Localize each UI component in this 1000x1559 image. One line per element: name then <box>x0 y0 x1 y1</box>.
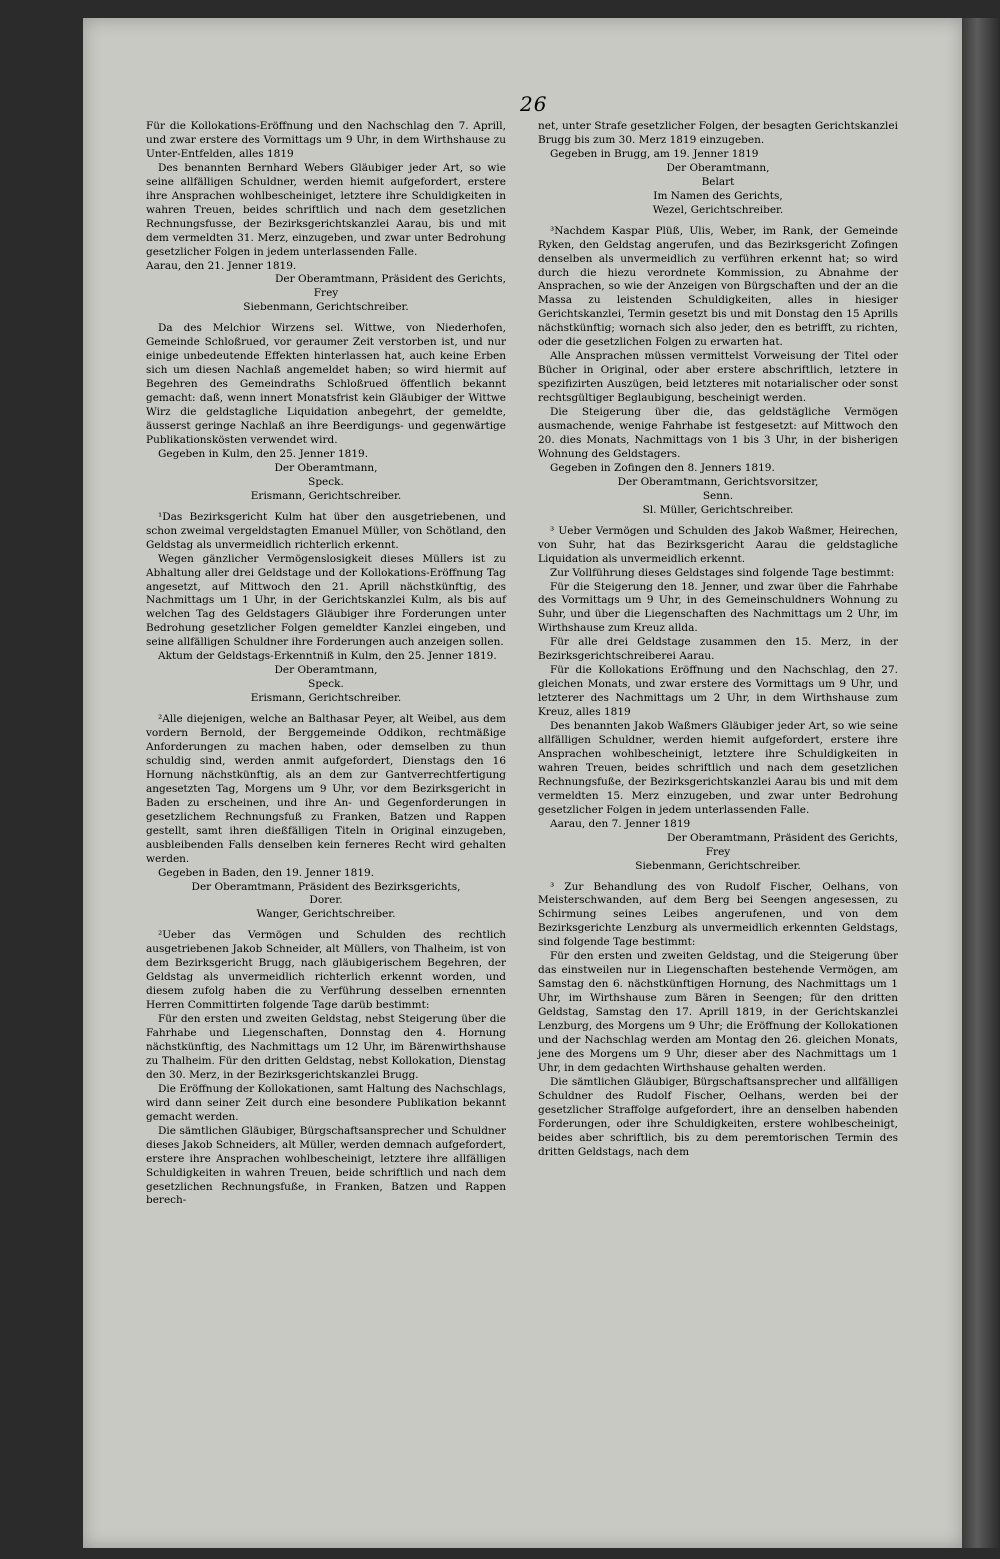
notice-weber-clerk: Siebenmann, Gerichtschreiber. <box>243 301 409 314</box>
notice-mueller-clerk: Erismann, Gerichtschreiber. <box>250 692 402 705</box>
notice-wassmer-text-2: Zur Vollführung dieses Geldstages sind folgende Tage bestimmt: <box>550 566 895 579</box>
notice-mueller-signatory: Der Oberamtmann, <box>274 664 378 677</box>
notice-mueller-text: ¹Das Bezirksgericht Kulm hat über den ausgetriebenen, und schon zweimal vergeldstagten Emanuel Müller, von Schötland, den Geldstag als unvermeidlich richterlich erkennt. <box>146 510 506 551</box>
right-column <box>538 120 898 1160</box>
notice-mueller-text-2: Wegen gänzlicher Vermögenslosigkeit dieses Müllers ist zu Abhaltung aller drei Geldstage und der Kollokations-Eröffnung Tag angesetzt, auf Mittwoch den 21. Aprill nächstkünftig, des Nachmittags um 1 Uhr, in der Gerichtskanzlei Kulm, als bis auf welchen Tag des Geldstagers Gläubiger ihre Forderungen unter Bedrohung gesetzlicher Folgen gemeldter Kanzlei eingeben, und seine allfälligen Schuldner ihre Forderungen auch anzeigen sollen. <box>146 552 506 649</box>
notice-wassmer-name: Frey <box>705 845 731 858</box>
notice-wirz-date: Gegeben in Kulm, den 25. Jenner 1819. <box>158 447 369 460</box>
notice-mueller-date: Aktum der Geldstags-Erkenntniß in Kulm, den 25. Jenner 1819. <box>158 650 497 663</box>
notice-wassmer-clerk: Siebenmann, Gerichtschreiber. <box>635 859 801 872</box>
notice-wirz-text: Da des Melchior Wirzens sel. Wittwe, von Niederhofen, Gemeinde Schloßrued, vor geraumer Zeit verstorben ist, und nur einige unbedeutende Effekten hinterlassen hat, auch keine Erben sich um diesen Nachlaß angemeldet haben; so wird hiermit auf Begehren des Gemeindraths Schloßrued öffentlich bekannt gemacht: daß, wenn innert Monatsfrist kein Gläubiger der Wittwe Wirz die geldstagliche Liquidation anbegehrt, der gemeldte, äusserst geringe Nachlaß an ihre Beerdigungs- und gegenwärtige Publikationskösten verwendet wird. <box>146 322 506 446</box>
notice-weber-signatory: Der Oberamtmann, Präsident des Gerichts, <box>275 273 506 286</box>
notice-wassmer-date: Aarau, den 7. Jenner 1819 <box>550 817 691 830</box>
notice-wirz-name: Speck. <box>308 475 344 488</box>
notice-peyer-name: Dorer. <box>309 894 343 907</box>
notice-peyer-clerk: Wanger, Gerichtschreiber. <box>256 908 396 921</box>
notice-peyer-signatory: Der Oberamtmann, Präsident des Bezirksgerichts, <box>191 880 461 893</box>
notice-pluess-clerk: Sl. Müller, Gerichtschreiber. <box>642 503 794 516</box>
notice-weber-text-2: Des benannten Bernhard Webers Gläubiger jeder Art, so wie seine allfälligen Schuldner, werden hiemit aufgefordert, erstere ihre Ansprachen wohlbescheiniget, letztere ihre Schuldigkeiten in wahren Treuen, beides schriftlich und nach dem gesetzlichen Rechnungsfusse, der Bezirksgerichtskanzlei Aarau, bis und mit dem vermeldten 31. Merz, einzugeben, und zwar unter Bedrohung gesetzlicher Folgen in jedem unterlassenden Falle. <box>146 161 506 258</box>
page-edge-shadow <box>962 18 1000 1548</box>
notice-pluess-date: Gegeben in Zofingen den 8. Jenners 1819. <box>550 461 775 474</box>
notice-schneider-text-4: Die sämtlichen Gläubiger, Bürgschaftsansprecher und Schuldner dieses Jakob Schneiders, alt Müller, werden demnach aufgefordert, erstere ihre Ansprachen wohlbescheinigt, letztere ihre allfälligen Schuldigkeiten in wahren Treuen, beide schriftlich und nach dem gesetzlichen Rechnungsfuße, in Franken, Batzen und Rappen berech- <box>146 1124 506 1207</box>
notice-wassmer-text-4: Für alle drei Geldstage zusammen den 15. Merz, in der Bezirksgerichtschreiberei Aarau. <box>538 636 898 663</box>
notice-schneider-clerk: Wezel, Gerichtschreiber. <box>652 203 784 216</box>
notice-schneider-text-3: Die Eröffnung der Kollokationen, samt Haltung des Nachschlags, wird dann seiner Zeit durch eine besondere Publikation bekannt gemacht werden. <box>146 1082 506 1123</box>
notice-fischer-text-3: Die sämtlichen Gläubiger, Bürgschaftsansprecher und allfälligen Schuldner des Rudolf Fischer, Oelhans, werden bei der gesetzlicher Straffolge aufgefordert, ihre an denselben habenden Forderungen, oder ihre Schuldigkeiten, erstere wohlbescheinigt, beides aber schriftlich, bis zu dem peremtorischen Termin des dritten Geldstags, nach dem <box>538 1075 898 1158</box>
page-number: 26 <box>520 92 548 116</box>
notice-pluess-text: ³Nachdem Kaspar Plüß, Ulis, Weber, im Rank, der Gemeinde Ryken, den Geldstag angerufen, und das Bezirksgericht Zofingen denselben als unvermeidlich zu verführen erkennt hat; so wird durch die hiezu verordnete Kommission, zu Abnahme der Ansprachen, so wie der Anzeigen von Bürgschaften und der an die Massa zu leistenden Schuldigkeiten, alles in hiesiger Gerichtskanzlei, Termin gesetzt bis und mit Donstag den 15 Aprills nächstkünftig; wornach sich also jeder, den es betrifft, zu richten, oder die gesetzlichen Folgen zu erwarten hat. <box>538 224 898 349</box>
notice-schneider-continued: net, unter Strafe gesetzlicher Folgen, der besagten Gerichtskanzlei Brugg bis zum 30. Merz 1819 einzugeben. <box>538 120 898 146</box>
notice-weber-text: Für die Kollokations-Eröffnung und den Nachschlag den 7. Aprill, und zwar erstere des Vormittags um 9 Uhr, in dem Wirthshause zu Unter-Entfelden, alles 1819 <box>146 120 506 160</box>
notice-wassmer-text-5: Für die Kollokations Eröffnung und den Nachschlag, den 27. gleichen Monats, und zwar erstere des Vormittags um 9 Uhr, und letzterer des Nachmittags um 2 Uhr, in dem Wirthshause zum Kreuz, alles 1819 <box>538 664 898 719</box>
notice-mueller-name: Speck. <box>308 678 344 691</box>
notice-weber-date: Aarau, den 21. Jenner 1819. <box>146 259 297 272</box>
notice-schneider-text-2: Für den ersten und zweiten Geldstag, nebst Steigerung über die Fahrhabe und Liegenschaften, Donnstag den 4. Hornung nächstkünftig, des Nachmittags um 12 Uhr, im Bärenwirthshause zu Thalheim. Für den dritten Geldstag, nebst Kollokation, Dienstag den 30. Merz, in der Bezirksgerichtskanzlei Brugg. <box>146 1013 506 1081</box>
notice-wassmer-signatory: Der Oberamtmann, Präsident des Gerichts, <box>667 831 898 844</box>
notice-peyer-date: Gegeben in Baden, den 19. Jenner 1819. <box>158 866 375 879</box>
notice-peyer-text: ²Alle diejenigen, welche an Balthasar Peyer, alt Weibel, aus dem vordern Bernold, der Berggemeinde Oddikon, rechtmäßige Anforderungen zu machen haben, oder demselben zu thun schuldig sind, werden anmit aufgefordert, Dienstags den 16 Hornung nächstkünftig, als an dem zur Gantverrechtfertigung angesetzten Tag, Morgens um 9 Uhr, vor dem Bezirksgericht in Baden zu erscheinen, und ihre An- und Gegenforderungen in gesetzlichem Rechnungsfuß zu Franken, Batzen und Rappen gestellt, samt ihren dießfälligen Titeln in Original einzugeben, ausbleibenden Falls denselben kein ferneres Recht wird gehalten werden. <box>146 713 506 865</box>
notice-pluess-text-2: Alle Ansprachen müssen vermittelst Vorweisung der Titel oder Bücher in Original, oder aber erstere abschriftlich, letztere in spezifizirten Auszügen, beid letzteres mit notarialischer oder sonst rechtsgültiger Beglaubigung, bescheinigt werden. <box>538 350 898 405</box>
notice-wassmer-text: ³ Ueber Vermögen und Schulden des Jakob Waßmer, Heirechen, von Suhr, hat das Bezirksgericht Aarau die geldstagliche Liquidation als unvermeidlich erkennt. <box>538 524 898 565</box>
notice-schneider-date: Gegeben in Brugg, am 19. Jenner 1819 <box>550 147 759 160</box>
notice-schneider-name: Belart <box>701 175 735 188</box>
notice-wirz-clerk: Erismann, Gerichtschreiber. <box>250 489 402 502</box>
notice-wassmer-text-3: Für die Steigerung den 18. Jenner, und zwar über die Fahrhabe des Vormittags um 9 Uhr, in des Gemeinschuldners Wohnung zu Suhr, und über die Liegenschaften des Nachmittags um 2 Uhr, im Wirthshause zum Kreuz allda. <box>538 580 898 635</box>
notice-fischer-text-2: Für den ersten und zweiten Geldstag, und die Steigerung über das einstweilen nur in Liegenschaften bestehende Vermögen, am Samstag den 6. nächstkünftigen Hornung, des Nachmittags um 1 Uhr, im Wirthshause zum Bären in Seengen; für den dritten Geldstag, Samstag den 17. Aprill 1819, in der Gerichtskanzlei Lenzburg, des Morgens um 9 Uhr; die Eröffnung der Kollokationen und der Nachschlag werden am Montag den 26. gleichen Monats, jene des Morgens um 9 Uhr, dieser aber des Nachmittags um 1 Uhr, in dem gedachten Wirthshause gehalten werden. <box>538 950 898 1074</box>
notice-pluess-signatory: Der Oberamtmann, Gerichtsvorsitzer, <box>617 475 819 488</box>
notice-fischer-text: ³ Zur Behandlung des von Rudolf Fischer, Oelhans, von Meisterschwanden, auf dem Berg bei Seengen angesessen, zu Schirmung seines Leibes angerufenen, und von dem Bezirksgerichte Lenzburg als unvermeidlich erkennten Geldstags, sind folgende Tage bestimmt: <box>538 880 898 949</box>
notice-weber-name: Frey <box>313 287 339 300</box>
notice-schneider-court: Im Namen des Gerichts, <box>653 189 783 202</box>
notice-wirz-signatory: Der Oberamtmann, <box>274 461 378 474</box>
notice-wassmer-text-6: Des benannten Jakob Waßmers Gläubiger jeder Art, so wie seine allfälligen Schuldner, werden hiemit aufgefordert, erstere ihre Ansprachen wohlbescheinigt, letztere ihre Schuldigkeiten in wahren Treuen, beides schriftlich und nach dem gesetzlichen Rechnungsfuße, der Bezirksgerichtskanzlei Aarau bis und mit dem vermeldten 15. Merz einzugeben, und zwar unter Bedrohung gesetzlicher Folgen in jedem unterlassenden Falle. <box>538 720 898 816</box>
notice-pluess-name: Senn. <box>702 489 734 502</box>
notice-pluess-text-3: Die Steigerung über die, das geldstägliche Vermögen ausmachende, wenige Fahrhabe ist festgesetzt: auf Mittwoch den 20. dies Monats, Nachmittags von 1 bis 3 Uhr, in der bisherigen Wohnung des Geldstagers. <box>538 406 898 460</box>
notice-schneider-text: ²Ueber das Vermögen und Schulden des rechtlich ausgetriebenen Jakob Schneider, alt Müllers, von Thalheim, ist von dem Bezirksgericht Brugg, nach gläubigerischem Begehren, der Geldstag als unvermeidlich richterlich erkennt worden, und diesem zufolg haben die zu Verführung desselben ernennten Herren Committirten folgende Tage darüb bestimmt: <box>146 929 506 1012</box>
notice-schneider-signatory: Der Oberamtmann, <box>666 161 770 174</box>
left-column <box>146 120 506 1208</box>
